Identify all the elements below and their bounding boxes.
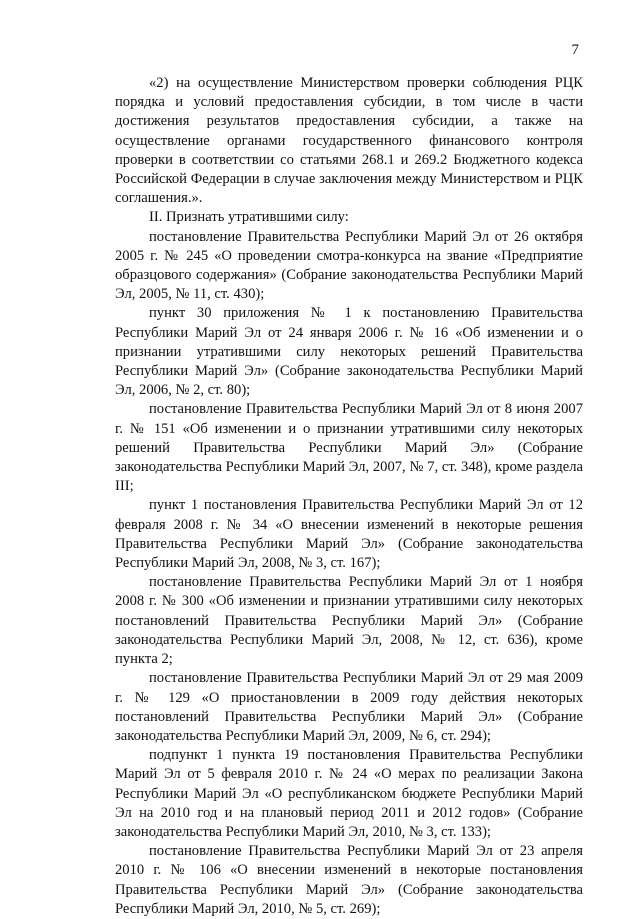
page-number: 7	[571, 42, 579, 58]
document-body	[115, 74, 583, 919]
paragraph-repeal-item: пункт 1 постановления Правительства Республики Марий Эл от 12 февраля 2008 г. № 34 «О внесении изменений в некоторые решения Правительства Республики Марий Эл» (Собрание законодательства Республики Марий Эл, 2008, № 3, ст. 167);	[115, 497, 583, 572]
paragraph-repeal-item: подпункт 1 пункта 19 постановления Правительства Республики Марий Эл от 5 февраля 2010 г. № 24 «О мерах по реализации Закона Республики Марий Эл «О республиканском бюджете Республики Марий Эл на 2010 год и на плановый период 2011 и 2012 годов» (Собрание законодательства Республики Марий Эл, 2010, № 3, ст. 133);	[115, 747, 583, 840]
paragraph-amendment-clause: «2) на осуществление Министерством проверки соблюдения РЦК порядка и условий предоставления субсидии, в том числе в части достижения результатов предоставления субсидии, а также на осуществление органами государственного финансового контроля проверки в соответствии со статьями 268.1 и 269.2 Бюджетного кодекса Российской Федерации в случае заключения между Министерством и РЦК соглашения.».	[115, 75, 583, 207]
paragraph-repeal-item: пункт 30 приложения № 1 к постановлению Правительства Республики Марий Эл от 24 января 2006 г. № 16 «Об изменении и о признании утратившими силу некоторых решений Правительства Республики Марий Эл» (Собрание законодательства Республики Марий Эл, 2006, № 2, ст. 80);	[115, 305, 583, 399]
paragraph-repeal-item: постановление Правительства Республики Марий Эл от 29 мая 2009 г. № 129 «О приостановлении в 2009 году действия некоторых постановлений Правительства Республики Марий Эл» (Собрание законодательства Республики Марий Эл, 2009, № 6, ст. 294);	[115, 670, 583, 744]
paragraph-section-ii-heading: II. Признать утратившими силу:	[149, 209, 349, 226]
paragraph-repeal-item: постановление Правительства Республики Марий Эл от 23 апреля 2010 г. № 106 «О внесении изменений в некоторые постановления Правительства Республики Марий Эл» (Собрание законодательства Республики Марий Эл, 2010, № 5, ст. 269);	[115, 843, 583, 917]
paragraph-repeal-item: постановление Правительства Республики Марий Эл от 1 ноября 2008 г. № 300 «Об изменении и признании утратившими силу некоторых постановлений Правительства Республики Марий Эл» (Собрание законодательства Республики Марий Эл, 2008, № 12, ст. 636), кроме пункта 2;	[115, 574, 583, 668]
paragraph-repeal-item: постановление Правительства Республики Марий Эл от 26 октября 2005 г. № 245 «О проведении смотра-конкурса на звание «Предприятие образцового содержания» (Собрание законодательства Республики Марий Эл, 2005, № 11, ст. 430);	[115, 228, 583, 303]
paragraph-repeal-item: постановление Правительства Республики Марий Эл от 8 июня 2007 г. № 151 «Об изменении и о признании утратившими силу некоторых решений Правительства Республики Марий Эл» (Собрание законодательства Республики Марий Эл, 2007, № 7, ст. 348), кроме раздела III;	[115, 401, 583, 495]
